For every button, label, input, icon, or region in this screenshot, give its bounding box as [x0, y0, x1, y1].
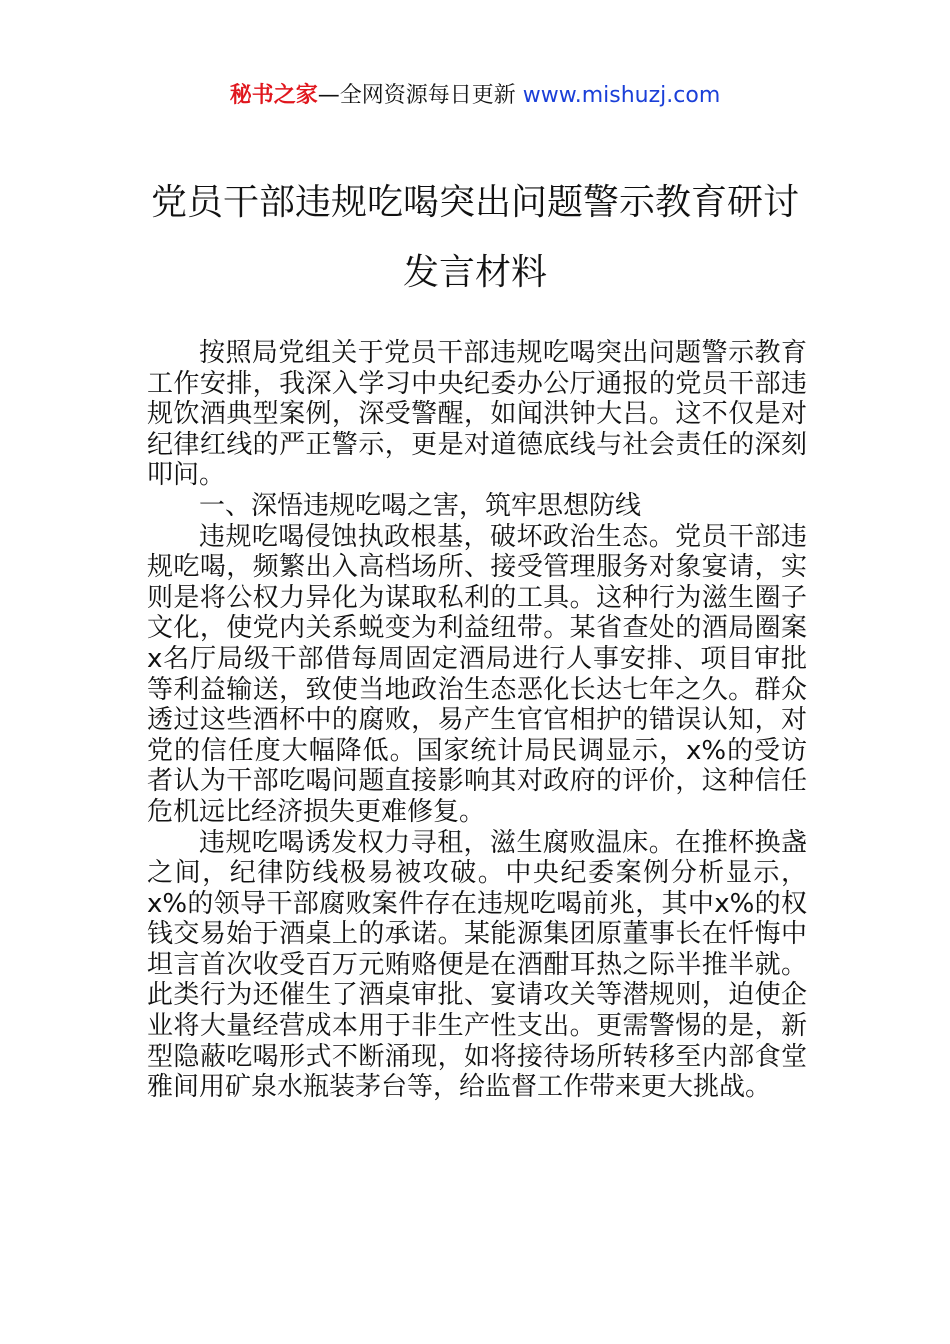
document-title-line-1: 党员干部违规吃喝突出问题警示教育研讨	[150, 182, 799, 223]
document-title-line-2: 发言材料	[402, 252, 547, 293]
header-tagline: —全网资源每日更新	[317, 83, 523, 108]
body-paragraph: 违规吃喝侵蚀执政根基，破坏政治生态。党员干部违规吃喝，频繁出入高档场所、接受管理服务对象宴请，实则是将公权力异化为谋取私利的工具。这种行为滋生圈子文化，使党内关系蜕变为利益纽带。某省查处的酒局圈案x名厅局级干部借每周固定酒局进行人事安排、项目审批等利益输送，致使当地政治生态恶化长达七年之久。群众透过这些酒杯中的腐败，易产生官官相护的错误认知，对党的信任度大幅降低。国家统计局民调显示，x%的受访者认为干部吃喝问题直接影响其对政府的评价，这种信任危机远比经济损失更难修复。	[147, 521, 807, 827]
intro-paragraph: 按照局党组关于党员干部违规吃喝突出问题警示教育工作安排，我深入学习中央纪委办公厅通报的党员干部违规饮酒典型案例，深受警醒，如闻洪钟大吕。这不仅是对纪律红线的严正警示，更是对道德底线与社会责任的深刻叩问。	[147, 338, 807, 491]
section-heading: 一、深悟违规吃喝之害，筑牢思想防线	[199, 490, 642, 521]
site-header	[0, 80, 950, 112]
brand-name: 秘书之家	[229, 83, 318, 108]
body-paragraph: 违规吃喝诱发权力寻租，滋生腐败温床。在推杯换盏之间，纪律防线极易被攻破。中央纪委案例分析显示，x%的领导干部腐败案件存在违规吃喝前兆，其中x%的权钱交易始于酒桌上的承诺。某能源集团原董事长在忏悔中坦言首次收受百万元贿赂便是在酒酣耳热之际半推半就。此类行为还催生了酒桌审批、宴请攻关等潜规则，迫使企业将大量经营成本用于非生产性支出。更需警惕的是，新型隐蔽吃喝形式不断涌现，如将接待场所转移至内部食堂雅间用矿泉水瓶装茅台等，给监督工作带来更大挑战。	[147, 827, 807, 1103]
document-body	[147, 338, 807, 1103]
site-url-link[interactable]: www.mishuzj.com	[522, 83, 721, 108]
